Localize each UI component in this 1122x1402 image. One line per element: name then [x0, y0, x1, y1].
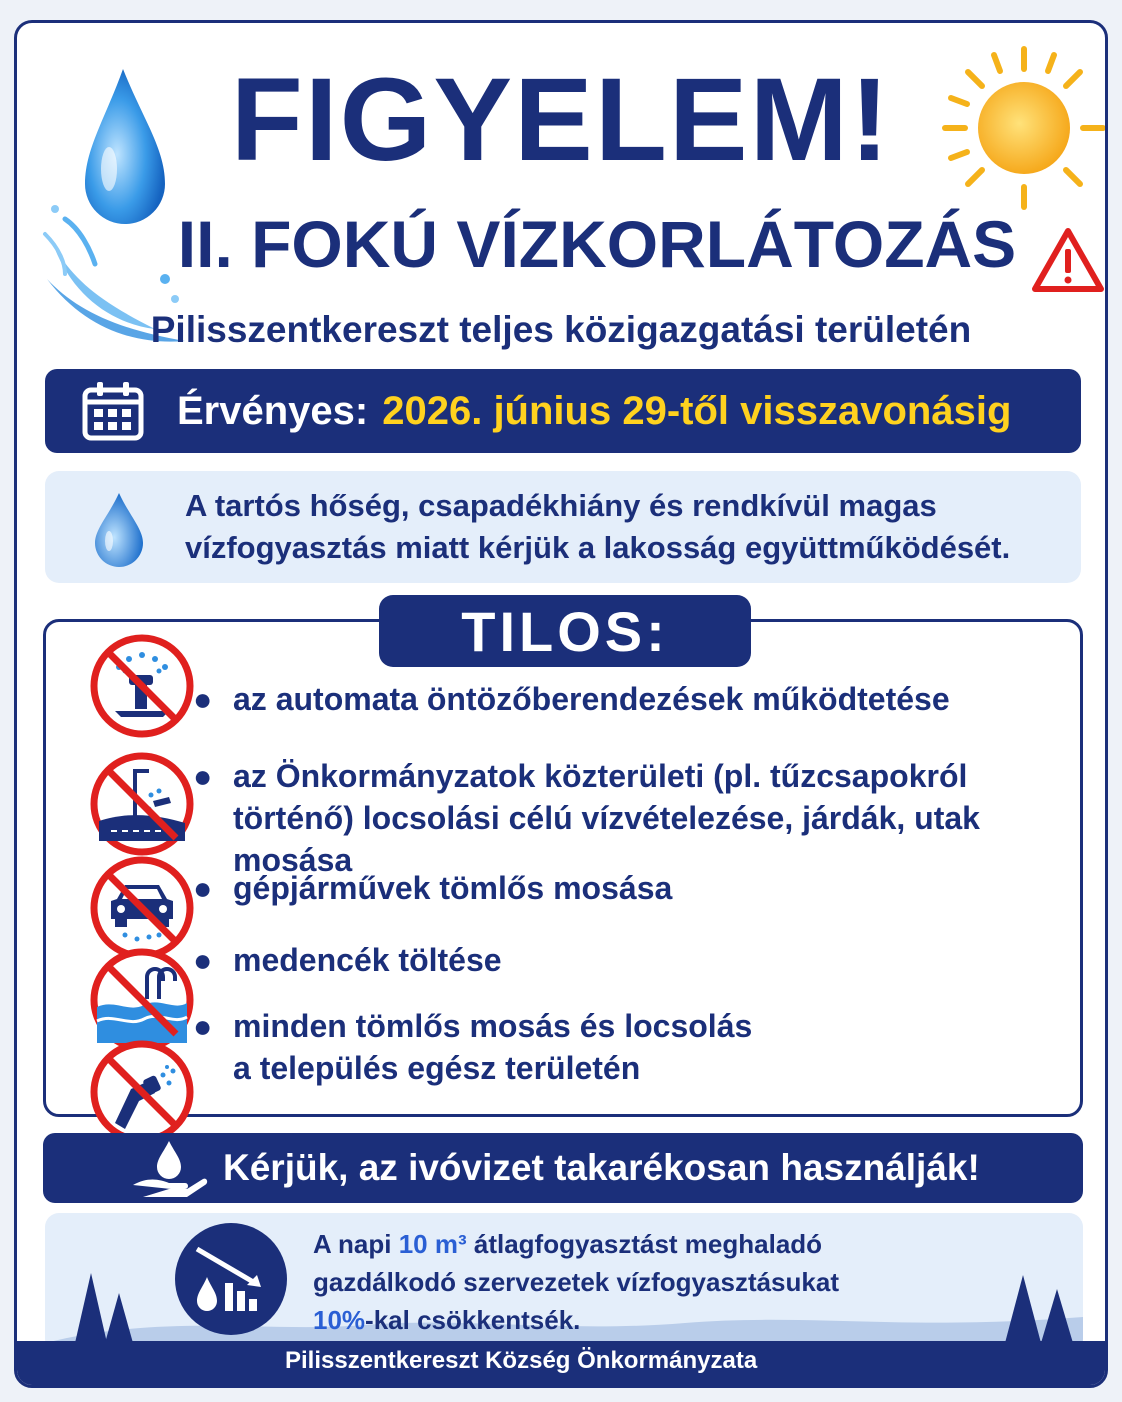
- calendar-icon: [81, 380, 145, 442]
- poster: [14, 20, 1108, 1388]
- rule-line: az automata öntözőberendezések működtetése: [233, 681, 950, 717]
- page-title: FIGYELEM!: [230, 54, 892, 186]
- sprinkler-icon: [89, 633, 195, 739]
- consumption-decrease-icon: [173, 1221, 289, 1337]
- rule-item: [193, 678, 950, 720]
- notice-line-1: A tartós hőség, csapadékhiány és rendkívül magas: [185, 488, 937, 523]
- rule-line: történő) locsolási célú vízvételezése, járdák, utak mosása: [233, 800, 980, 878]
- location-text: Pilisszentkereszt teljes közigazgatási területén: [150, 309, 972, 350]
- rule-item: [193, 939, 502, 981]
- business-line-2: gazdálkodó szervezetek vízfogyasztásukat: [313, 1267, 839, 1297]
- prohibited-header: TILOS:: [379, 595, 751, 667]
- validity-bar: [45, 369, 1081, 453]
- bullet-icon: ●: [193, 870, 213, 906]
- rule-line: a település egész területén: [233, 1050, 641, 1086]
- save-water-bar: [43, 1133, 1083, 1203]
- save-water-text: Kérjük, az ivóvizet takarékosan használják!: [223, 1147, 980, 1188]
- business-notice-text: [313, 1225, 1013, 1339]
- hose-icon: [89, 1039, 195, 1145]
- rule-line: minden tömlős mosás és locsolás: [233, 1008, 753, 1044]
- rule-item: [193, 867, 673, 909]
- pool-icon: [89, 947, 195, 1053]
- rule-item: [193, 1005, 753, 1089]
- bullet-icon: ●: [193, 1008, 213, 1044]
- hand-water-drop-icon: [129, 1139, 209, 1199]
- business-line-1: A napi 10 m³ átlagfogyasztást meghaladó: [313, 1229, 823, 1259]
- bullet-icon: ●: [193, 942, 213, 978]
- business-notice-box: [45, 1213, 1083, 1353]
- car-wash-icon: [89, 855, 195, 961]
- rule-line: az Önkormányzatok közterületi (pl. tűzcsapokról: [233, 758, 968, 794]
- notice-text: [185, 485, 1065, 569]
- notice-line-2: vízfogyasztás miatt kérjük a lakosság együttműködését.: [185, 530, 1011, 565]
- warning-icon: [1031, 227, 1105, 293]
- rule-line: medencék töltése: [233, 942, 502, 978]
- validity-label: Érvényes:: [177, 388, 369, 433]
- reduction-percent: 10%: [313, 1305, 366, 1335]
- rule-item: [193, 755, 1105, 881]
- notice-box: [45, 471, 1081, 583]
- water-drop-icon: [89, 489, 149, 569]
- validity-date: 2026. június 29-től visszavonásig: [382, 388, 1012, 433]
- footer-text: Pilisszentkereszt Község Önkormányzata: [285, 1347, 758, 1374]
- page-subtitle: II. FOKÚ VÍZKORLÁTOZÁS: [177, 207, 1017, 281]
- bullet-icon: ●: [193, 681, 213, 717]
- hydrant-street-icon: [89, 751, 195, 857]
- consumption-threshold: 10 m³: [398, 1229, 467, 1259]
- bullet-icon: ●: [193, 758, 213, 794]
- rule-line: gépjárművek tömlős mosása: [233, 870, 673, 906]
- business-line-3: 10%-kal csökkentsék.: [313, 1305, 581, 1335]
